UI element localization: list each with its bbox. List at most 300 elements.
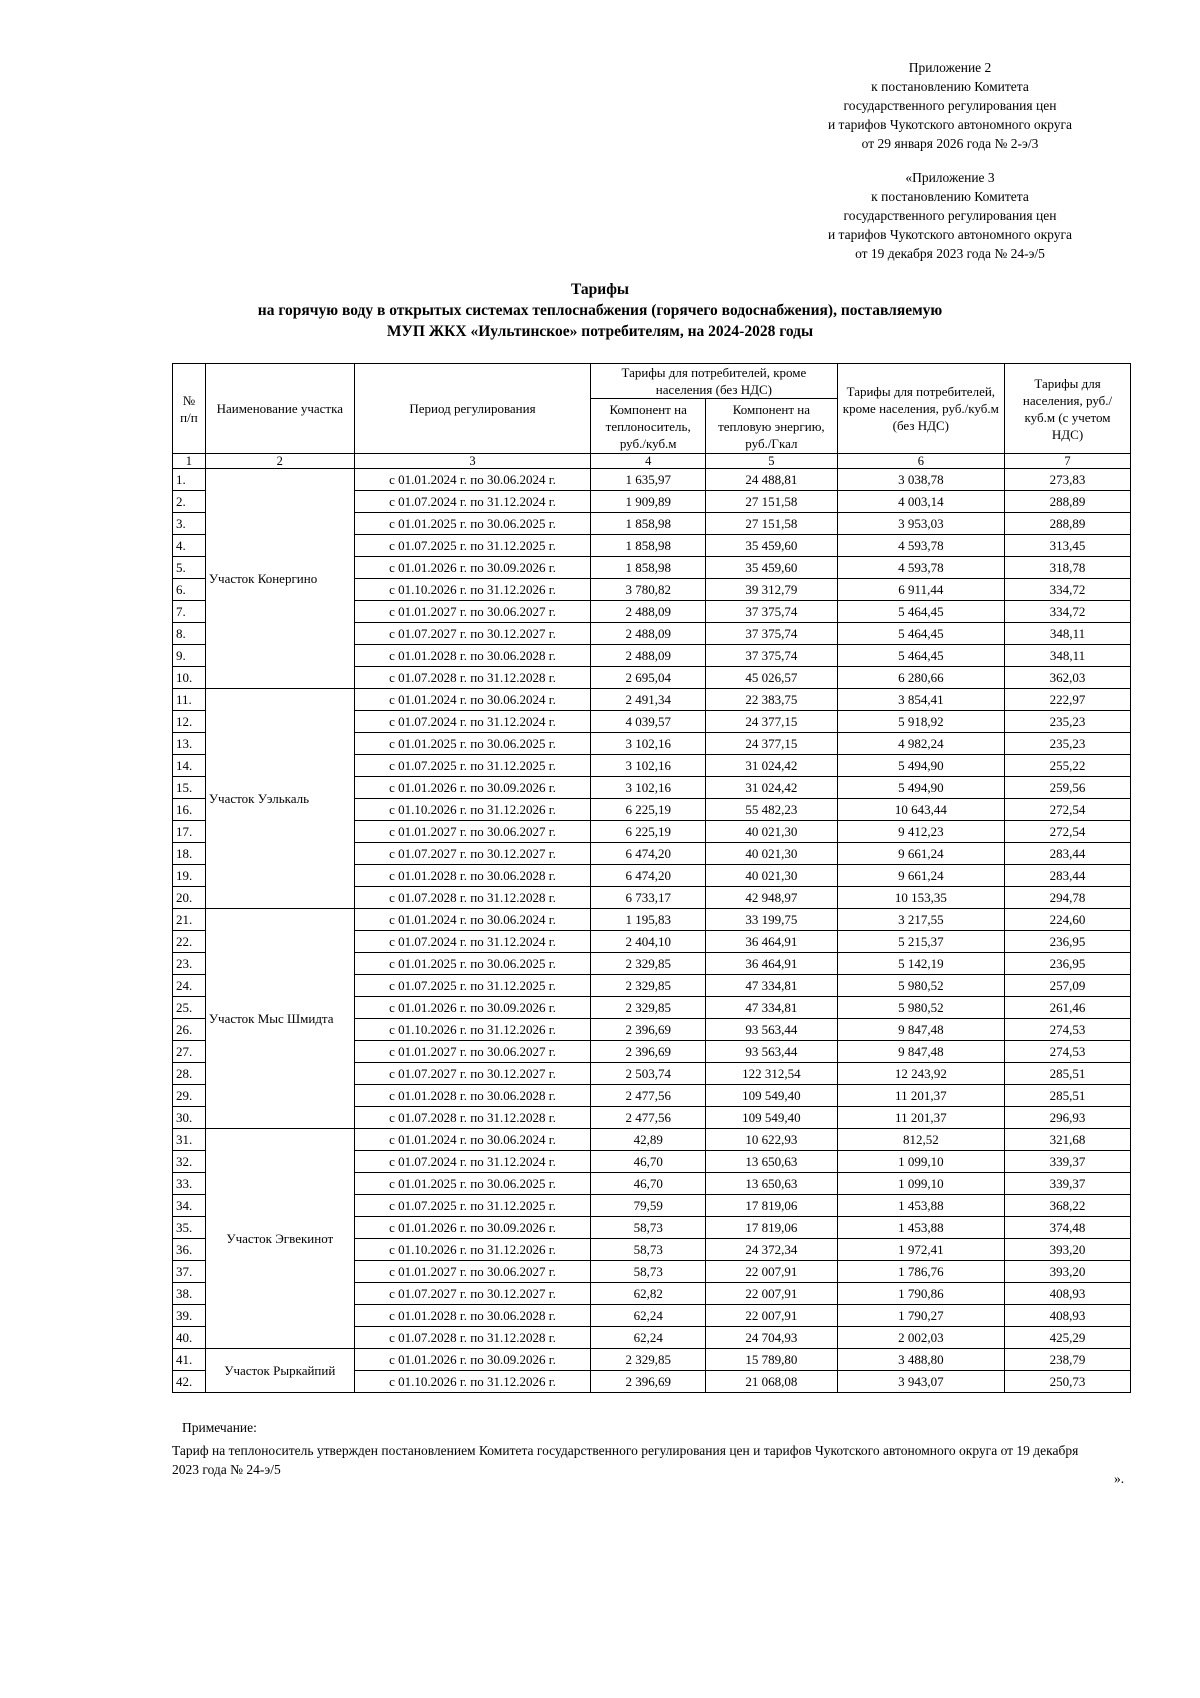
period-cell: с 01.01.2024 г. по 30.06.2024 г. xyxy=(354,689,590,711)
energy-cell: 35 459,60 xyxy=(706,557,837,579)
consumers-tariff-cell: 812,52 xyxy=(837,1129,1005,1151)
coolant-cell: 58,73 xyxy=(591,1239,706,1261)
energy-cell: 40 021,30 xyxy=(706,843,837,865)
energy-cell: 22 007,91 xyxy=(706,1261,837,1283)
row-number: 30. xyxy=(173,1107,206,1129)
header-consumers: Тарифы для потребителей, кроме населения, руб./куб.м (без НДС) xyxy=(837,364,1005,454)
row-number: 7. xyxy=(173,601,206,623)
row-number: 20. xyxy=(173,887,206,909)
row-number: 16. xyxy=(173,799,206,821)
row-number: 18. xyxy=(173,843,206,865)
energy-cell: 47 334,81 xyxy=(706,975,837,997)
consumers-tariff-cell: 1 099,10 xyxy=(837,1151,1005,1173)
energy-cell: 27 151,58 xyxy=(706,513,837,535)
row-number: 9. xyxy=(173,645,206,667)
energy-cell: 31 024,42 xyxy=(706,755,837,777)
note-title: Примечание: xyxy=(182,1420,257,1435)
consumers-tariff-cell: 10 153,35 xyxy=(837,887,1005,909)
header-line: и тарифов Чукотского автономного округа xyxy=(827,227,1073,242)
coolant-cell: 2 329,85 xyxy=(591,975,706,997)
period-cell: с 01.07.2027 г. по 30.12.2027 г. xyxy=(354,623,590,645)
consumers-tariff-cell: 6 911,44 xyxy=(837,579,1005,601)
population-tariff-cell: 334,72 xyxy=(1005,601,1131,623)
consumers-tariff-cell: 6 280,66 xyxy=(837,667,1005,689)
header-line: к постановлению Комитета xyxy=(871,189,1029,204)
population-tariff-cell: 255,22 xyxy=(1005,755,1131,777)
energy-cell: 55 482,23 xyxy=(706,799,837,821)
row-number: 24. xyxy=(173,975,206,997)
row-number: 34. xyxy=(173,1195,206,1217)
energy-cell: 40 021,30 xyxy=(706,821,837,843)
note-section xyxy=(172,1418,1102,1479)
period-cell: с 01.01.2024 г. по 30.06.2024 г. xyxy=(354,909,590,931)
coolant-cell: 6 225,19 xyxy=(591,821,706,843)
header-line: Приложение 2 xyxy=(908,60,992,75)
header-line: государственного регулирования цен xyxy=(843,208,1057,223)
coolant-cell: 2 396,69 xyxy=(591,1371,706,1393)
period-cell: с 01.07.2028 г. по 31.12.2028 г. xyxy=(354,887,590,909)
consumers-tariff-cell: 3 953,03 xyxy=(837,513,1005,535)
period-cell: с 01.01.2028 г. по 30.06.2028 г. xyxy=(354,645,590,667)
consumers-tariff-cell: 1 453,88 xyxy=(837,1195,1005,1217)
header-line: «Приложение 3 xyxy=(905,170,995,185)
population-tariff-cell: 334,72 xyxy=(1005,579,1131,601)
row-number: 28. xyxy=(173,1063,206,1085)
coolant-cell: 6 474,20 xyxy=(591,865,706,887)
consumers-tariff-cell: 9 847,48 xyxy=(837,1041,1005,1063)
period-cell: с 01.07.2024 г. по 31.12.2024 г. xyxy=(354,1151,590,1173)
title-line: Тарифы xyxy=(570,281,630,298)
population-tariff-cell: 224,60 xyxy=(1005,909,1131,931)
population-tariff-cell: 222,97 xyxy=(1005,689,1131,711)
header-line: и тарифов Чукотского автономного округа xyxy=(827,117,1073,132)
energy-cell: 13 650,63 xyxy=(706,1173,837,1195)
coolant-cell: 1 909,89 xyxy=(591,491,706,513)
consumers-tariff-cell: 10 643,44 xyxy=(837,799,1005,821)
energy-cell: 37 375,74 xyxy=(706,601,837,623)
population-tariff-cell: 272,54 xyxy=(1005,799,1131,821)
consumers-tariff-cell: 1 790,27 xyxy=(837,1305,1005,1327)
row-number: 12. xyxy=(173,711,206,733)
row-number: 36. xyxy=(173,1239,206,1261)
population-tariff-cell: 374,48 xyxy=(1005,1217,1131,1239)
period-cell: с 01.01.2026 г. по 30.09.2026 г. xyxy=(354,1349,590,1371)
row-number: 17. xyxy=(173,821,206,843)
energy-cell: 42 948,97 xyxy=(706,887,837,909)
site-name: Участок Рыркайпий xyxy=(205,1349,354,1393)
population-tariff-cell: 294,78 xyxy=(1005,887,1131,909)
coolant-cell: 1 858,98 xyxy=(591,557,706,579)
coolant-cell: 2 396,69 xyxy=(591,1019,706,1041)
row-number: 11. xyxy=(173,689,206,711)
coolant-cell: 2 491,34 xyxy=(591,689,706,711)
consumers-tariff-cell: 1 972,41 xyxy=(837,1239,1005,1261)
period-cell: с 01.07.2028 г. по 31.12.2028 г. xyxy=(354,1107,590,1129)
coolant-cell: 2 404,10 xyxy=(591,931,706,953)
row-number: 26. xyxy=(173,1019,206,1041)
period-cell: с 01.07.2025 г. по 31.12.2025 г. xyxy=(354,535,590,557)
population-tariff-cell: 313,45 xyxy=(1005,535,1131,557)
period-cell: с 01.07.2024 г. по 31.12.2024 г. xyxy=(354,491,590,513)
row-number: 3. xyxy=(173,513,206,535)
period-cell: с 01.01.2027 г. по 30.06.2027 г. xyxy=(354,821,590,843)
column-number: 1 xyxy=(173,454,206,469)
period-cell: с 01.10.2026 г. по 31.12.2026 г. xyxy=(354,1239,590,1261)
consumers-tariff-cell: 2 002,03 xyxy=(837,1327,1005,1349)
energy-cell: 109 549,40 xyxy=(706,1085,837,1107)
row-number: 14. xyxy=(173,755,206,777)
population-tariff-cell: 259,56 xyxy=(1005,777,1131,799)
population-tariff-cell: 238,79 xyxy=(1005,1349,1131,1371)
population-tariff-cell: 318,78 xyxy=(1005,557,1131,579)
energy-cell: 45 026,57 xyxy=(706,667,837,689)
coolant-cell: 46,70 xyxy=(591,1151,706,1173)
site-name: Участок Уэлькаль xyxy=(205,689,354,909)
coolant-cell: 2 396,69 xyxy=(591,1041,706,1063)
consumers-tariff-cell: 5 142,19 xyxy=(837,953,1005,975)
consumers-tariff-cell: 9 412,23 xyxy=(837,821,1005,843)
period-cell: с 01.01.2024 г. по 30.06.2024 г. xyxy=(354,469,590,491)
coolant-cell: 2 477,56 xyxy=(591,1085,706,1107)
coolant-cell: 3 102,16 xyxy=(591,755,706,777)
title-line: на горячую воду в открытых системах теплоснабжения (горячего водоснабжения), поставляемую xyxy=(257,302,943,319)
energy-cell: 24 704,93 xyxy=(706,1327,837,1349)
note-text: Тариф на теплоноситель утвержден постановлением Комитета государственного регулирования цен и тарифов Чукотского автономного округа от 19 декабря 2023 года № 24-э/5 xyxy=(172,1443,1079,1477)
period-cell: с 01.07.2025 г. по 31.12.2025 г. xyxy=(354,975,590,997)
title-line: МУП ЖКХ «Иультинское» потребителям, на 2024-2028 годы xyxy=(386,323,814,340)
row-number: 2. xyxy=(173,491,206,513)
population-tariff-cell: 283,44 xyxy=(1005,843,1131,865)
coolant-cell: 58,73 xyxy=(591,1217,706,1239)
period-cell: с 01.01.2026 г. по 30.09.2026 г. xyxy=(354,557,590,579)
energy-cell: 40 021,30 xyxy=(706,865,837,887)
energy-cell: 37 375,74 xyxy=(706,645,837,667)
coolant-cell: 58,73 xyxy=(591,1261,706,1283)
site-name: Участок Конергино xyxy=(205,469,354,689)
consumers-tariff-cell: 3 038,78 xyxy=(837,469,1005,491)
header-site: Наименование участка xyxy=(205,364,354,454)
energy-cell: 17 819,06 xyxy=(706,1195,837,1217)
column-number: 3 xyxy=(354,454,590,469)
period-cell: с 01.10.2026 г. по 31.12.2026 г. xyxy=(354,799,590,821)
row-number: 1. xyxy=(173,469,206,491)
energy-cell: 13 650,63 xyxy=(706,1151,837,1173)
row-number: 4. xyxy=(173,535,206,557)
row-number: 32. xyxy=(173,1151,206,1173)
coolant-cell: 4 039,57 xyxy=(591,711,706,733)
row-number: 6. xyxy=(173,579,206,601)
energy-cell: 122 312,54 xyxy=(706,1063,837,1085)
population-tariff-cell: 236,95 xyxy=(1005,931,1131,953)
population-tariff-cell: 235,23 xyxy=(1005,711,1131,733)
header-period: Период регулирования xyxy=(354,364,590,454)
row-number: 41. xyxy=(173,1349,206,1371)
column-number: 2 xyxy=(205,454,354,469)
population-tariff-cell: 261,46 xyxy=(1005,997,1131,1019)
energy-cell: 27 151,58 xyxy=(706,491,837,513)
energy-cell: 35 459,60 xyxy=(706,535,837,557)
population-tariff-cell: 425,29 xyxy=(1005,1327,1131,1349)
period-cell: с 01.01.2026 г. по 30.09.2026 г. xyxy=(354,1217,590,1239)
consumers-tariff-cell: 11 201,37 xyxy=(837,1085,1005,1107)
population-tariff-cell: 368,22 xyxy=(1005,1195,1131,1217)
coolant-cell: 2 488,09 xyxy=(591,601,706,623)
coolant-cell: 2 477,56 xyxy=(591,1107,706,1129)
header-line: от 29 января 2026 года № 2-э/3 xyxy=(861,136,1039,151)
site-name: Участок Мыс Шмидта xyxy=(205,909,354,1129)
energy-cell: 33 199,75 xyxy=(706,909,837,931)
coolant-cell: 6 733,17 xyxy=(591,887,706,909)
row-number: 13. xyxy=(173,733,206,755)
energy-cell: 39 312,79 xyxy=(706,579,837,601)
row-number: 8. xyxy=(173,623,206,645)
consumers-tariff-cell: 4 982,24 xyxy=(837,733,1005,755)
row-number: 22. xyxy=(173,931,206,953)
period-cell: с 01.07.2027 г. по 30.12.2027 г. xyxy=(354,1283,590,1305)
header-energy: Компонент на тепловую энергию, руб./Гкал xyxy=(706,399,837,454)
period-cell: с 01.01.2024 г. по 30.06.2024 г. xyxy=(354,1129,590,1151)
coolant-cell: 2 503,74 xyxy=(591,1063,706,1085)
period-cell: с 01.01.2028 г. по 30.06.2028 г. xyxy=(354,1085,590,1107)
consumers-tariff-cell: 5 464,45 xyxy=(837,623,1005,645)
column-number: 5 xyxy=(706,454,837,469)
energy-cell: 17 819,06 xyxy=(706,1217,837,1239)
energy-cell: 93 563,44 xyxy=(706,1019,837,1041)
coolant-cell: 2 329,85 xyxy=(591,997,706,1019)
row-number: 35. xyxy=(173,1217,206,1239)
energy-cell: 93 563,44 xyxy=(706,1041,837,1063)
energy-cell: 37 375,74 xyxy=(706,623,837,645)
coolant-cell: 1 858,98 xyxy=(591,535,706,557)
energy-cell: 36 464,91 xyxy=(706,953,837,975)
population-tariff-cell: 393,20 xyxy=(1005,1261,1131,1283)
population-tariff-cell: 339,37 xyxy=(1005,1151,1131,1173)
consumers-tariff-cell: 1 790,86 xyxy=(837,1283,1005,1305)
energy-cell: 24 488,81 xyxy=(706,469,837,491)
coolant-cell: 2 488,09 xyxy=(591,623,706,645)
table-row xyxy=(173,689,1131,711)
column-number: 6 xyxy=(837,454,1005,469)
population-tariff-cell: 274,53 xyxy=(1005,1019,1131,1041)
population-tariff-cell: 235,23 xyxy=(1005,733,1131,755)
consumers-tariff-cell: 11 201,37 xyxy=(837,1107,1005,1129)
energy-cell: 21 068,08 xyxy=(706,1371,837,1393)
consumers-tariff-cell: 9 661,24 xyxy=(837,865,1005,887)
consumers-tariff-cell: 3 488,80 xyxy=(837,1349,1005,1371)
table-row xyxy=(173,909,1131,931)
population-tariff-cell: 272,54 xyxy=(1005,821,1131,843)
coolant-cell: 3 102,16 xyxy=(591,777,706,799)
period-cell: с 01.01.2025 г. по 30.06.2025 г. xyxy=(354,733,590,755)
population-tariff-cell: 274,53 xyxy=(1005,1041,1131,1063)
row-number: 10. xyxy=(173,667,206,689)
population-tariff-cell: 285,51 xyxy=(1005,1063,1131,1085)
column-number: 7 xyxy=(1005,454,1131,469)
consumers-tariff-cell: 5 464,45 xyxy=(837,645,1005,667)
coolant-cell: 6 474,20 xyxy=(591,843,706,865)
energy-cell: 10 622,93 xyxy=(706,1129,837,1151)
coolant-cell: 2 329,85 xyxy=(591,953,706,975)
population-tariff-cell: 296,93 xyxy=(1005,1107,1131,1129)
period-cell: с 01.01.2027 г. по 30.06.2027 г. xyxy=(354,1261,590,1283)
consumers-tariff-cell: 5 980,52 xyxy=(837,997,1005,1019)
site-name: Участок Эгвекинот xyxy=(205,1129,354,1349)
coolant-cell: 2 488,09 xyxy=(591,645,706,667)
coolant-cell: 1 635,97 xyxy=(591,469,706,491)
population-tariff-cell: 348,11 xyxy=(1005,623,1131,645)
consumers-tariff-cell: 5 494,90 xyxy=(837,777,1005,799)
consumers-tariff-cell: 3 217,55 xyxy=(837,909,1005,931)
population-tariff-cell: 362,03 xyxy=(1005,667,1131,689)
consumers-tariff-cell: 5 980,52 xyxy=(837,975,1005,997)
population-tariff-cell: 339,37 xyxy=(1005,1173,1131,1195)
row-number: 40. xyxy=(173,1327,206,1349)
row-number: 37. xyxy=(173,1261,206,1283)
energy-cell: 31 024,42 xyxy=(706,777,837,799)
period-cell: с 01.07.2028 г. по 31.12.2028 г. xyxy=(354,667,590,689)
population-tariff-cell: 285,51 xyxy=(1005,1085,1131,1107)
period-cell: с 01.07.2025 г. по 31.12.2025 г. xyxy=(354,1195,590,1217)
consumers-tariff-cell: 1 453,88 xyxy=(837,1217,1005,1239)
row-number: 38. xyxy=(173,1283,206,1305)
coolant-cell: 1 195,83 xyxy=(591,909,706,931)
column-number: 4 xyxy=(591,454,706,469)
population-tariff-cell: 236,95 xyxy=(1005,953,1131,975)
population-tariff-cell: 321,68 xyxy=(1005,1129,1131,1151)
row-number: 33. xyxy=(173,1173,206,1195)
energy-cell: 22 007,91 xyxy=(706,1283,837,1305)
column-numbers-row xyxy=(173,454,1131,469)
header-population: Тарифы для населения, руб./куб.м (с учетом НДС) xyxy=(1005,364,1131,454)
consumers-tariff-cell: 5 494,90 xyxy=(837,755,1005,777)
period-cell: с 01.10.2026 г. по 31.12.2026 г. xyxy=(354,1019,590,1041)
energy-cell: 47 334,81 xyxy=(706,997,837,1019)
consumers-tariff-cell: 1 786,76 xyxy=(837,1261,1005,1283)
table-row xyxy=(173,469,1131,491)
table-row xyxy=(173,1349,1131,1371)
closing-quote-mark: ». xyxy=(1114,1471,1125,1486)
header-num: № п/п xyxy=(173,364,206,454)
energy-cell: 24 372,34 xyxy=(706,1239,837,1261)
period-cell: с 01.01.2027 г. по 30.06.2027 г. xyxy=(354,1041,590,1063)
row-number: 31. xyxy=(173,1129,206,1151)
table-row xyxy=(173,1129,1131,1151)
header-line: государственного регулирования цен xyxy=(843,98,1057,113)
coolant-cell: 62,24 xyxy=(591,1327,706,1349)
period-cell: с 01.01.2026 г. по 30.09.2026 г. xyxy=(354,997,590,1019)
consumers-tariff-cell: 5 918,92 xyxy=(837,711,1005,733)
period-cell: с 01.07.2028 г. по 31.12.2028 г. xyxy=(354,1327,590,1349)
population-tariff-cell: 393,20 xyxy=(1005,1239,1131,1261)
consumers-tariff-cell: 3 943,07 xyxy=(837,1371,1005,1393)
consumers-tariff-cell: 3 854,41 xyxy=(837,689,1005,711)
population-tariff-cell: 288,89 xyxy=(1005,491,1131,513)
coolant-cell: 3 102,16 xyxy=(591,733,706,755)
row-number: 19. xyxy=(173,865,206,887)
consumers-tariff-cell: 5 464,45 xyxy=(837,601,1005,623)
row-number: 39. xyxy=(173,1305,206,1327)
appendix-3-header xyxy=(790,168,1110,263)
coolant-cell: 2 329,85 xyxy=(591,1349,706,1371)
consumers-tariff-cell: 9 847,48 xyxy=(837,1019,1005,1041)
consumers-tariff-cell: 4 593,78 xyxy=(837,535,1005,557)
period-cell: с 01.07.2025 г. по 31.12.2025 г. xyxy=(354,755,590,777)
row-number: 23. xyxy=(173,953,206,975)
header-group-non-population: Тарифы для потребителей, кроме населения (без НДС) xyxy=(591,364,837,399)
document-title xyxy=(170,279,1030,342)
period-cell: с 01.01.2026 г. по 30.09.2026 г. xyxy=(354,777,590,799)
period-cell: с 01.01.2025 г. по 30.06.2025 г. xyxy=(354,1173,590,1195)
header-line: от 19 декабря 2023 года № 24-э/5 xyxy=(855,246,1045,261)
population-tariff-cell: 250,73 xyxy=(1005,1371,1131,1393)
period-cell: с 01.01.2028 г. по 30.06.2028 г. xyxy=(354,1305,590,1327)
header-coolant: Компонент на теплоноситель, руб./куб.м xyxy=(591,399,706,454)
population-tariff-cell: 408,93 xyxy=(1005,1305,1131,1327)
energy-cell: 22 007,91 xyxy=(706,1305,837,1327)
appendix-2-header xyxy=(790,58,1110,153)
period-cell: с 01.07.2027 г. по 30.12.2027 г. xyxy=(354,1063,590,1085)
period-cell: с 01.10.2026 г. по 31.12.2026 г. xyxy=(354,579,590,601)
row-number: 25. xyxy=(173,997,206,1019)
row-number: 29. xyxy=(173,1085,206,1107)
coolant-cell: 6 225,19 xyxy=(591,799,706,821)
coolant-cell: 79,59 xyxy=(591,1195,706,1217)
tariffs-table xyxy=(172,363,1131,1393)
row-number: 15. xyxy=(173,777,206,799)
consumers-tariff-cell: 9 661,24 xyxy=(837,843,1005,865)
population-tariff-cell: 348,11 xyxy=(1005,645,1131,667)
period-cell: с 01.07.2024 г. по 31.12.2024 г. xyxy=(354,931,590,953)
population-tariff-cell: 257,09 xyxy=(1005,975,1131,997)
consumers-tariff-cell: 4 593,78 xyxy=(837,557,1005,579)
energy-cell: 36 464,91 xyxy=(706,931,837,953)
period-cell: с 01.01.2028 г. по 30.06.2028 г. xyxy=(354,865,590,887)
energy-cell: 24 377,15 xyxy=(706,711,837,733)
population-tariff-cell: 283,44 xyxy=(1005,865,1131,887)
period-cell: с 01.01.2027 г. по 30.06.2027 г. xyxy=(354,601,590,623)
consumers-tariff-cell: 1 099,10 xyxy=(837,1173,1005,1195)
energy-cell: 109 549,40 xyxy=(706,1107,837,1129)
coolant-cell: 1 858,98 xyxy=(591,513,706,535)
period-cell: с 01.01.2025 г. по 30.06.2025 г. xyxy=(354,953,590,975)
row-number: 21. xyxy=(173,909,206,931)
energy-cell: 22 383,75 xyxy=(706,689,837,711)
coolant-cell: 3 780,82 xyxy=(591,579,706,601)
population-tariff-cell: 273,83 xyxy=(1005,469,1131,491)
period-cell: с 01.10.2026 г. по 31.12.2026 г. xyxy=(354,1371,590,1393)
row-number: 5. xyxy=(173,557,206,579)
consumers-tariff-cell: 5 215,37 xyxy=(837,931,1005,953)
consumers-tariff-cell: 12 243,92 xyxy=(837,1063,1005,1085)
row-number: 27. xyxy=(173,1041,206,1063)
energy-cell: 24 377,15 xyxy=(706,733,837,755)
coolant-cell: 42,89 xyxy=(591,1129,706,1151)
energy-cell: 15 789,80 xyxy=(706,1349,837,1371)
header-line: к постановлению Комитета xyxy=(871,79,1029,94)
coolant-cell: 62,82 xyxy=(591,1283,706,1305)
population-tariff-cell: 288,89 xyxy=(1005,513,1131,535)
coolant-cell: 2 695,04 xyxy=(591,667,706,689)
row-number: 42. xyxy=(173,1371,206,1393)
tariffs-body xyxy=(173,469,1131,1393)
population-tariff-cell: 408,93 xyxy=(1005,1283,1131,1305)
coolant-cell: 46,70 xyxy=(591,1173,706,1195)
coolant-cell: 62,24 xyxy=(591,1305,706,1327)
period-cell: с 01.07.2024 г. по 31.12.2024 г. xyxy=(354,711,590,733)
period-cell: с 01.07.2027 г. по 30.12.2027 г. xyxy=(354,843,590,865)
period-cell: с 01.01.2025 г. по 30.06.2025 г. xyxy=(354,513,590,535)
consumers-tariff-cell: 4 003,14 xyxy=(837,491,1005,513)
